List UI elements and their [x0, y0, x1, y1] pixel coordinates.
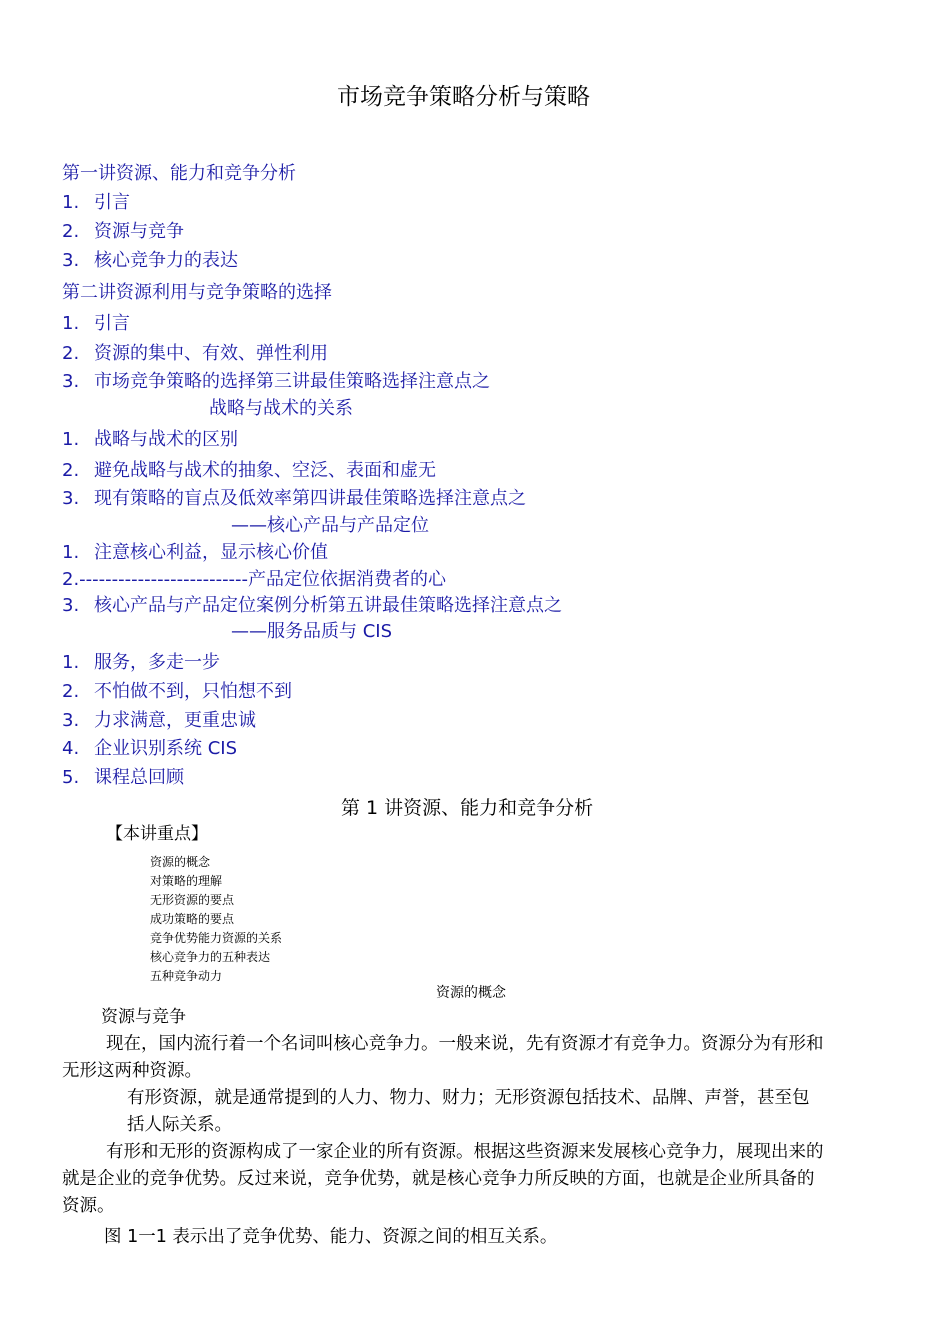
key-points-label: 【本讲重点】 [106, 824, 208, 844]
paragraph-line: 有形资源，就是通常提到的人力、物力、财力；无形资源包括技术、品牌、声誉，甚至包 [127, 1088, 810, 1108]
toc-subtitle: 战略与战术的关系 [209, 398, 353, 419]
paragraph-line: 无形这两种资源。 [62, 1061, 202, 1081]
paragraph-line: 图 1一1 表示出了竞争优势、能力、资源之间的相互关系。 [104, 1227, 558, 1247]
toc-item: 1. 服务，多走一步 [62, 652, 220, 673]
key-point: 成功策略的要点 [150, 912, 235, 926]
toc-item: 2. 避免战略与战术的抽象、空泛、表面和虚无 [62, 460, 436, 481]
section-caption: 资源的概念 [436, 985, 506, 1001]
paragraph-line: 括人际关系。 [127, 1115, 232, 1135]
toc-item: 2. 资源与竞争 [62, 221, 184, 242]
toc-heading: 第二讲资源利用与竞争策略的选择 [62, 282, 332, 303]
document-title: 市场竞争策略分析与策略 [337, 84, 590, 110]
toc-subtitle: ——服务品质与 CIS [231, 621, 393, 642]
toc-item: 1. 引言 [62, 313, 130, 334]
toc-item: 3. 核心竞争力的表达 [62, 250, 238, 271]
toc-item: 4. 企业识别系统 CIS [62, 738, 238, 759]
toc-item: 3. 现有策略的盲点及低效率第四讲最佳策略选择注意点之 [62, 488, 526, 509]
toc-heading: 第一讲资源、能力和竞争分析 [62, 163, 296, 184]
subheading: 资源与竞争 [101, 1007, 186, 1027]
toc-item: 2. 不怕做不到，只怕想不到 [62, 681, 292, 702]
toc-item: 1. 引言 [62, 192, 130, 213]
key-point: 对策略的理解 [150, 874, 223, 888]
toc-item: 3. 核心产品与产品定位案例分析第五讲最佳策略选择注意点之 [62, 595, 562, 616]
toc-item: 5. 课程总回顾 [62, 767, 184, 788]
key-point: 资源的概念 [150, 855, 211, 869]
key-point: 竞争优势能力资源的关系 [150, 931, 283, 945]
toc-item: 3. 力求满意，更重忠诚 [62, 710, 256, 731]
lecture-heading: 第 1 讲资源、能力和竞争分析 [341, 797, 594, 819]
paragraph-line: 资源。 [62, 1196, 115, 1216]
toc-item: 3. 市场竞争策略的选择第三讲最佳策略选择注意点之 [62, 371, 490, 392]
toc-item: 1. 战略与战术的区别 [62, 429, 238, 450]
toc-subtitle: ——核心产品与产品定位 [231, 515, 429, 536]
key-point: 核心竞争力的五种表达 [150, 950, 271, 964]
toc-item: 2. 资源的集中、有效、弹性利用 [62, 343, 328, 364]
key-point: 五种竞争动力 [150, 969, 223, 983]
toc-item: 2.--------------------------产品定位依据消费者的心 [62, 569, 447, 590]
toc-item: 1. 注意核心利益，显示核心价值 [62, 542, 328, 563]
paragraph-line: 就是企业的竞争优势。反过来说，竞争优势，就是核心竞争力所反映的方面，也就是企业所具备的 [62, 1169, 815, 1189]
paragraph-line: 现在，国内流行着一个名词叫核心竞争力。一般来说，先有资源才有竞争力。资源分为有形和 [106, 1034, 824, 1054]
key-point: 无形资源的要点 [150, 893, 235, 907]
paragraph-line: 有形和无形的资源构成了一家企业的所有资源。根据这些资源来发展核心竞争力，展现出来的 [106, 1142, 824, 1162]
